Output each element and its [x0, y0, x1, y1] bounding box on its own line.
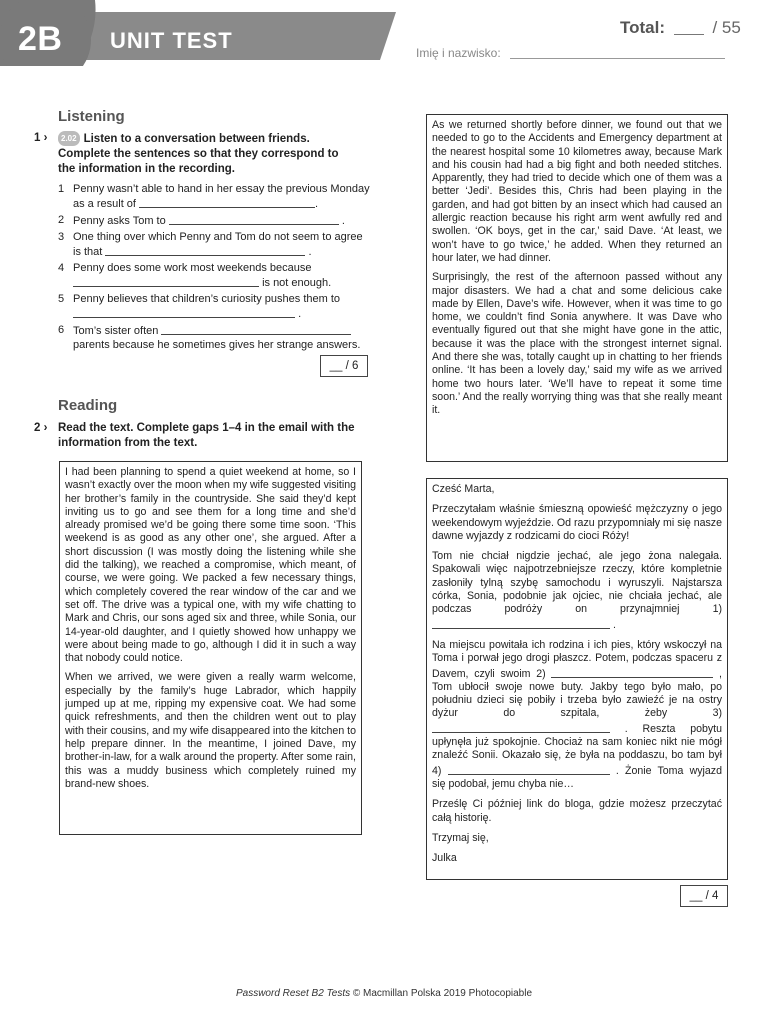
listening-title: Listening [58, 108, 125, 125]
reading-text-right [426, 114, 728, 462]
unit-title: UNIT TEST [110, 28, 233, 53]
name-field[interactable] [510, 46, 725, 59]
task-number: 1 › [34, 132, 48, 144]
listening-questions [58, 182, 370, 354]
paragraph: I had been planning to spend a quiet weekend at home, so I wasn’t exactly over the moon when my wife suggested visiting her brother’s family in the countryside. She said they’d kept inviting us to go and see them for a long time and she’d already promised we’d be going there some time soon. ‘This weekend is as good as any other one’, she argued. After a short discussion (I was mostly doing the listening while she did the talking), we reached a compromise, which meant, of course, we were going. We packed a few necessary things, which completely covered the rear window of the car and we set off. The drive was a typical one, with my wife chatting to Mark and Chris, our sons aged six and three, while Sonia, our 14-year-old daughter, and I quietly showed how unhappy we were about being made to go, although I did it in such a way that nobody could notice. [65, 466, 356, 665]
answer-gap[interactable] [139, 196, 315, 208]
instruction-text: Read the text. Complete gaps 1–4 in the email with the information from the text. [58, 422, 355, 449]
answer-gap[interactable] [169, 213, 339, 225]
email-gap-3[interactable] [432, 721, 610, 733]
audio-track-icon: 2.02 [58, 131, 80, 146]
paragraph: Tom nie chciał nigdzie jechać, ale jego żona nalegała. Spakowali więc najpotrzebniejsze rzeczy, które kompletnie zasłoniły tylną szybę samochodu i wyruszyli. Najstarsza córka, Sonia, podobnie jak ojciec, nie chciała jechać, ale podczas podróży on przynajmniej 1) . [432, 550, 722, 631]
unit-code: 2B [18, 20, 63, 58]
name-label: Imię i nazwisko: [416, 46, 501, 60]
listening-score-box[interactable]: __ / 6 [320, 355, 368, 377]
copyright: © Macmillan Polska 2019 Photocopiable [352, 988, 533, 999]
reading-score-box[interactable]: __ / 4 [680, 885, 728, 907]
page-footer [0, 988, 768, 999]
instruction-text: Listen to a conversation between friends. Complete the sentences so that they correspond to the information in the recording. [58, 133, 339, 175]
email-gap-4[interactable] [448, 763, 610, 775]
email-gap-1[interactable] [432, 617, 610, 629]
paragraph: When we arrived, we were given a really warm welcome, especially by the family’s huge Labrador, which happily jumped up at me, ripping my expensive coat. We had some quick refreshments, and then the children went out to play with their cousins, and my wife disappeared into the kitchen to help prepare dinner. In the meantime, I joined Dave, my brother-in-law, for a walk around the property. After some rain, this was a muddy business which completely ruined my brand-new shoes. [65, 671, 356, 790]
paragraph: Prześlę Ci później link do bloga, gdzie możesz przeczytać całą historię. [432, 798, 722, 824]
reading-instruction [34, 421, 358, 451]
answer-gap[interactable] [161, 323, 351, 335]
list-item: 1 Penny wasn’t able to hand in her essay the previous Monday as a result of . [58, 183, 370, 210]
gap-number: 2) [536, 667, 546, 680]
paragraph: Przeczytałam właśnie śmieszną opowieść mężczyzny o jego weekendowym wyjeździe. Od razu przypomniały mi się nasze dawne wyjazdy z rodzicami do cioci Róży! [432, 503, 722, 542]
paragraph: Surprisingly, the rest of the afternoon passed without any major disasters. We had a chat and some delicious cake made by Ellen, Dave’s wife. However, when it was time to go home, we couldn’t find Sonia anywhere. It was Dave who eventually figured out that she might have gone in the attic, because it was the place with the strongest internet signal. And there she was, totally caught up in chatting to her friends online. ‘It has been a lovely day,’ said my wife as we arrived home two hours later. ‘We’ll have to repeat it some time soon.’ And the really worrying thing was that she really meant it. [432, 271, 722, 417]
reading-text-left [59, 461, 362, 835]
gap-number: 3) [712, 707, 722, 720]
email-greeting: Cześć Marta, [432, 483, 495, 495]
listening-instruction [34, 131, 358, 177]
list-item: 5 Penny believes that children’s curiosity pushes them to . [58, 293, 340, 320]
email-gap-2[interactable] [551, 666, 713, 678]
name-field-row [416, 46, 725, 60]
paragraph: As we returned shortly before dinner, we found out that we needed to go to the Accidents and Emergency department at the nearest hospital some 10 kilometres away, because Mark and his cousin had had a big fight and both needed stitches. Apparently, they had tried to decide which one of them was a better ‘Jedi’. Besides this, Chris had been playing in the garden, and had got bitten by an insect which had caused an allergic reaction because his right arm went awfully red and swollen. ‘OK boys, get in the car,’ said Dave. ‘At least, we won’t have to go twice,’ he added. When they returned an hour later, we had dinner. [432, 119, 722, 264]
list-item: 4 Penny does some work most weekends because is not enough. [58, 262, 332, 289]
answer-gap[interactable] [73, 306, 295, 318]
list-item: 3 One thing over which Penny and Tom do not seem to agree is that . [58, 231, 363, 258]
answer-gap[interactable] [105, 244, 305, 256]
total-blank[interactable] [674, 20, 704, 35]
gap-number: 4) [432, 764, 442, 777]
paragraph: Na miejscu powitała ich rodzina i ich pies, który wskoczył na Toma i porwał jego drogi płaszcz. Potem, podczas spaceru z Davem, czyli swoim 2) , Tom ubłocił swoje nowe buty. Jakby tego było mało, po południu dzieci się pobiły i trzeba było zawieźć je na ostry dyżur do szpitala, żeby 3) . Reszta pobytu upłynęła już spokojnie. Chociaż na sam koniec nikt nie mógł znaleźć Sonii. Okazało się, że była na poddaszu, bo tam był 4) . Żonie Toma wyjazd się podobał, jemu chyba nie… [432, 638, 722, 790]
list-item: 6 Tom’s sister often parents because he sometimes gives her strange answers. [58, 324, 361, 351]
email-signature: Julka [432, 852, 457, 865]
email-closing: Trzymaj się, [432, 831, 489, 844]
gap-number: 1) [712, 603, 722, 616]
task-number: 2 › [34, 422, 48, 434]
reading-title: Reading [58, 397, 118, 414]
book-title: Password Reset B2 Tests [235, 988, 351, 999]
total-max: / 55 [712, 18, 741, 37]
email-box [426, 478, 728, 880]
total-score [620, 18, 741, 38]
list-item: 2 Penny asks Tom to . [58, 214, 345, 227]
total-label: Total: [620, 18, 666, 37]
answer-gap[interactable] [73, 275, 259, 287]
